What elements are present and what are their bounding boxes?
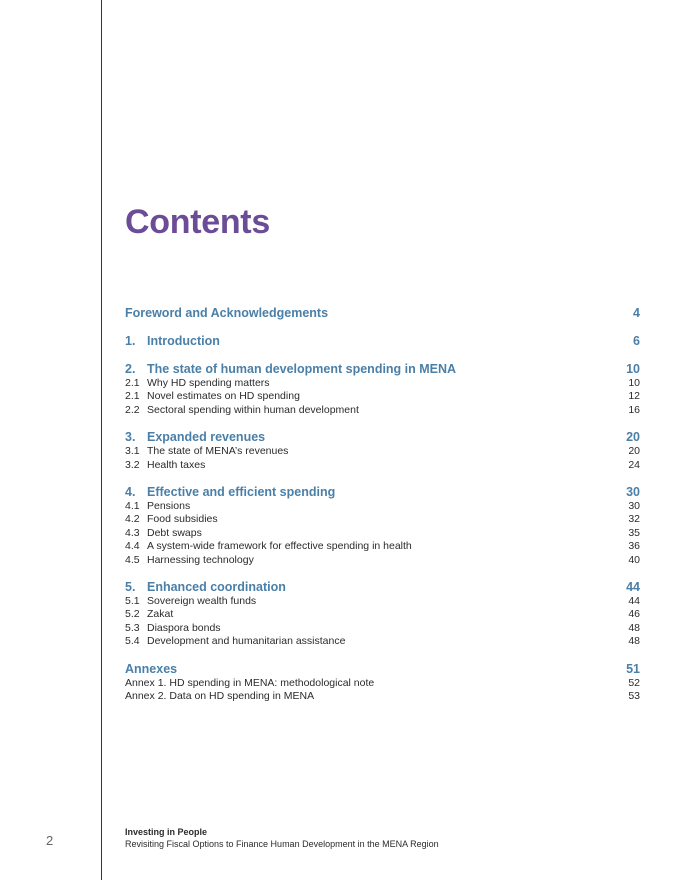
margin-rule [101,0,102,880]
toc-heading-page: 20 [626,430,640,445]
toc-heading-number: 3. [125,430,136,445]
toc-entry-page: 36 [628,540,640,553]
footer-report-subtitle: Revisiting Fiscal Options to Finance Human Development in the MENA Region [125,838,439,849]
toc-entry-page: 10 [628,377,640,389]
toc-entry[interactable] [125,527,640,540]
toc-entry[interactable] [125,404,640,417]
toc-entry-label: Why HD spending matters [147,377,270,389]
toc-entry-label: The state of MENA’s revenues [147,445,289,458]
toc-entry-number: 5.3 [125,621,140,634]
toc-heading-label: Effective and efficient spending [147,485,336,500]
toc-entry[interactable] [125,554,640,567]
toc-heading-page: 51 [626,661,640,676]
toc-heading-label: Annexes [125,661,178,676]
toc-heading-label: Enhanced coordination [147,580,286,595]
toc-entry-page: 30 [628,500,640,513]
toc-entry[interactable] [125,513,640,526]
toc-entry-label: Debt swaps [147,526,202,539]
toc-section-3 [125,429,640,472]
toc-entry-number: 3.2 [125,458,140,471]
page-title: Contents [125,203,270,241]
toc-entry[interactable] [125,445,640,458]
toc-entry-page: 16 [628,403,640,416]
toc-heading-label: Expanded revenues [147,430,266,445]
page-number: 2 [46,833,54,848]
toc-entry[interactable] [125,500,640,513]
toc-heading-page: 4 [633,306,640,320]
toc-heading[interactable] [125,484,640,500]
toc-entry-page: 48 [628,621,640,634]
toc-entry[interactable] [125,690,640,703]
toc-entry-label: Annex 1. HD spending in MENA: methodological note [125,676,375,689]
toc-section-1[interactable] [125,333,640,349]
toc-entry-label: Sectoral spending within human development [147,403,359,416]
toc-entry-number: 2.1 [125,377,140,389]
toc-heading-page: 10 [626,362,640,376]
toc-annexes [125,661,640,704]
toc-entry[interactable] [125,635,640,648]
toc-heading[interactable] [125,429,640,445]
toc-entry-page: 32 [628,513,640,526]
toc-entry-label: Annex 2. Data on HD spending in MENA [125,690,315,703]
toc-heading-label: The state of human development spending in MENA [147,362,457,376]
toc-entry-page: 53 [628,690,640,703]
toc-entry[interactable] [125,377,640,390]
toc-entry-page: 46 [628,608,640,621]
toc-entry-page: 20 [628,445,640,458]
toc-entry-label: Development and humanitarian assistance [147,635,346,648]
toc-foreword[interactable] [125,305,640,321]
toc-heading[interactable] [125,361,640,377]
toc-heading-page: 44 [626,580,640,595]
toc-section-5 [125,579,640,649]
toc-entry-page: 35 [628,526,640,539]
toc-entry[interactable] [125,622,640,635]
toc-entry-label: Pensions [147,500,191,513]
toc-heading[interactable] [125,579,640,595]
toc-entry-number: 4.5 [125,553,140,566]
toc-entry-label: Harnessing technology [147,553,254,566]
toc-heading-page: 6 [633,334,640,348]
toc-section-4 [125,484,640,567]
toc-heading-label: Introduction [147,334,220,348]
toc-entry[interactable] [125,540,640,553]
toc-entry-number: 2.2 [125,403,140,416]
toc-entry-page: 40 [628,553,640,566]
toc-entry[interactable] [125,608,640,621]
toc-entry-page: 24 [628,458,640,471]
toc-entry-number: 4.4 [125,540,140,553]
toc-heading[interactable] [125,661,640,677]
toc-entry[interactable] [125,677,640,690]
toc-heading-number: 2. [125,362,136,376]
toc-entry-number: 5.4 [125,635,140,648]
toc-entry-number: 4.1 [125,500,140,513]
toc-entry-label: Health taxes [147,458,206,471]
toc-entry-label: Food subsidies [147,513,218,526]
toc-entry-number: 5.1 [125,595,140,608]
toc-entry-label: A system-wide framework for effective spending in health [147,540,412,553]
toc-entry-number: 3.1 [125,445,140,458]
toc-entry-label: Sovereign wealth funds [147,595,257,608]
toc-entry-number: 2.1 [125,390,140,403]
toc-entry-label: Zakat [147,608,174,621]
table-of-contents [125,305,640,716]
toc-entry-label: Novel estimates on HD spending [147,390,300,403]
footer-report-title: Investing in People [125,827,208,837]
toc-heading-number: 5. [125,580,136,595]
toc-heading-page: 30 [626,485,640,500]
toc-entry-page: 12 [628,390,640,403]
toc-entry-label: Diaspora bonds [147,621,221,634]
toc-entry-page: 48 [628,635,640,648]
toc-heading-number: 1. [125,334,136,348]
toc-section-2 [125,361,640,417]
toc-entry[interactable] [125,595,640,608]
toc-entry-page: 52 [628,676,640,689]
toc-entry-page: 44 [628,595,640,608]
toc-heading-label: Foreword and Acknowledgements [125,306,329,320]
toc-entry[interactable] [125,459,640,472]
toc-heading-number: 4. [125,485,136,500]
toc-entry-number: 4.3 [125,526,140,539]
toc-entry-number: 5.2 [125,608,140,621]
footer [125,827,439,850]
toc-entry-number: 4.2 [125,513,140,526]
toc-entry[interactable] [125,390,640,403]
